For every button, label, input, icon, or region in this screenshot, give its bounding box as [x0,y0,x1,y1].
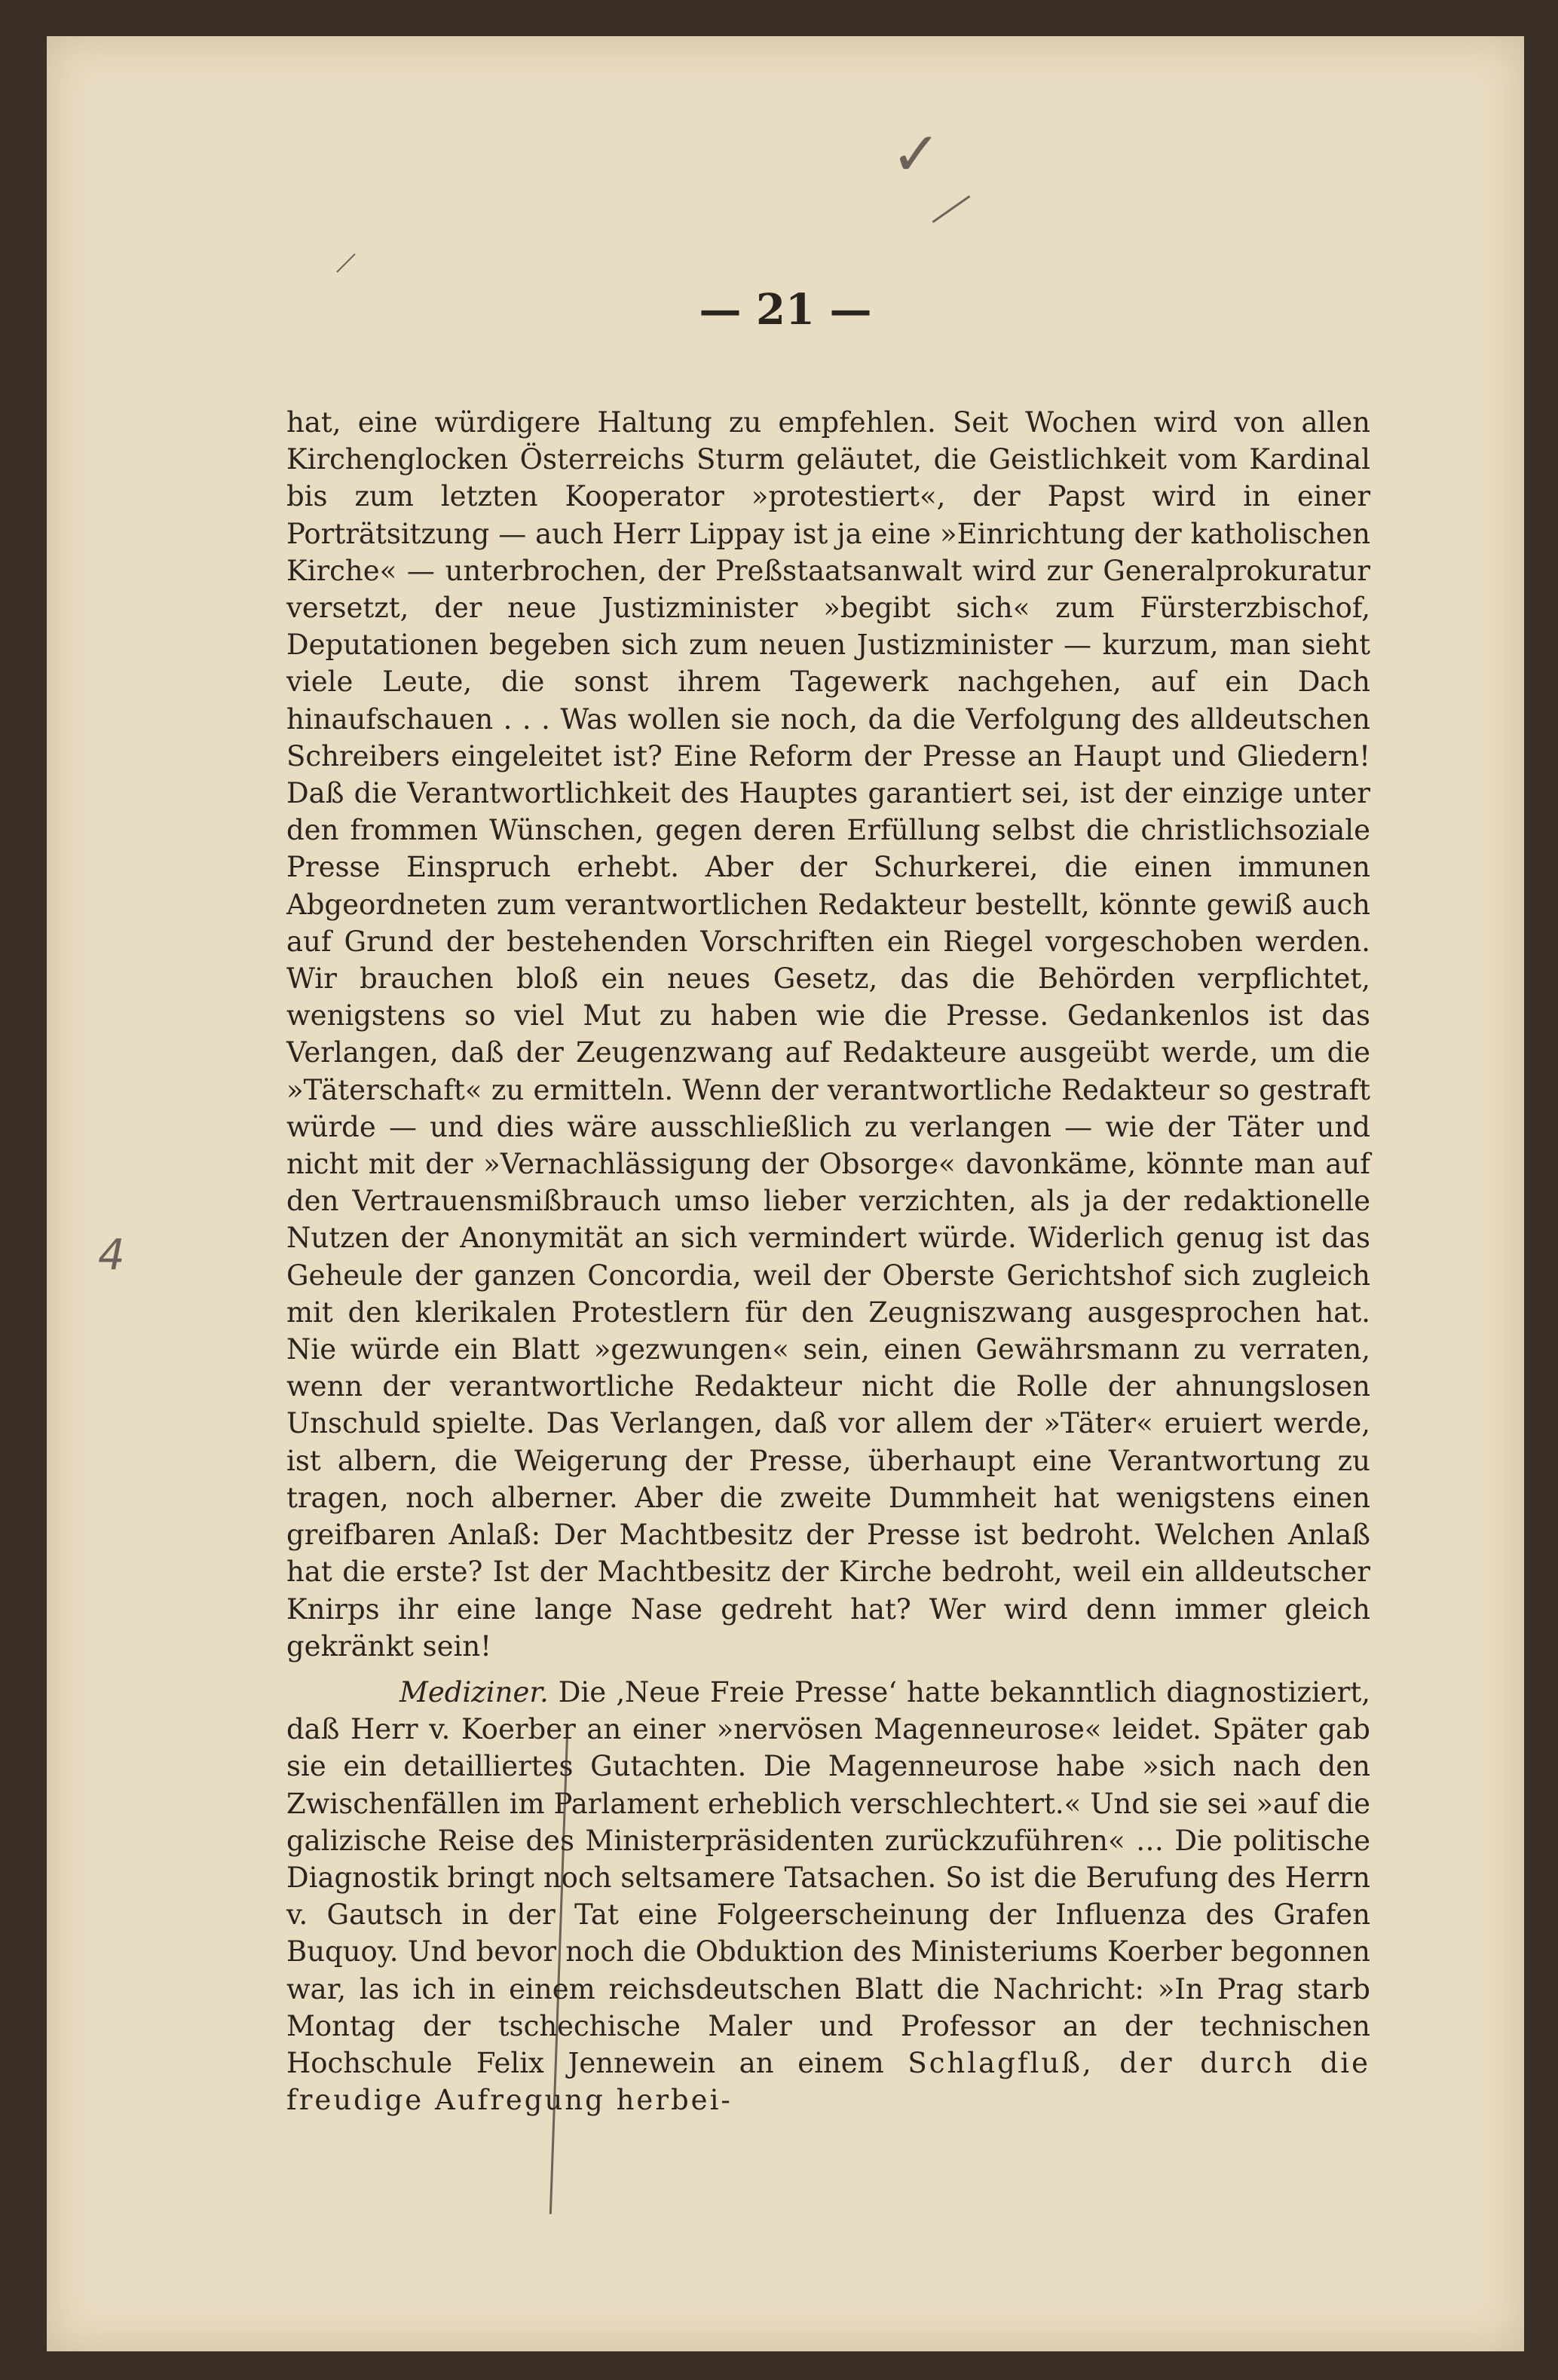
pencil-tick-left [336,253,355,272]
paragraph: hat, eine würdigere Haltung zu empfehlen. Seit Wochen wird von allen Kirchenglocken Österreichs Sturm geläutet, die Geistlichkeit vom Kardinal bis zum letzten Kooperator »protestiert«, der Papst wird in einer Porträtsitzung — auch Herr Lippay ist ja eine »Einrichtung der katholischen Kirche« — unterbrochen, der Preßstaatsanwalt wird zur Generalprokuratur versetzt, der neue Justizminister »begibt sich« zum Fürsterzbischof, Deputationen begeben sich zum neuen Justizminister — kurzum, man sieht viele Leute, die sonst ihrem Tagewerk nachgehen, auf ein Dach hinaufschauen . . . Was wollen sie noch, da die Verfolgung des alldeutschen Schreibers eingeleitet ist? Eine Reform der Presse an Haupt und Gliedern! Daß die Verantwortlichkeit des Hauptes garantiert sei, ist der einzige unter den frommen Wünschen, gegen deren Erfüllung selbst die christlichsoziale Presse Einspruch erhebt. Aber der Schurkerei, die einen immunen Abgeordneten zum verantwortlichen Redakteur bestellt, könnte gewiß auch auf Grund der bestehenden Vorschriften ein Riegel vorgeschoben werden. Wir brauchen bloß ein neues Gesetz, das die Behörden verpflichtet, wenigstens so viel Mut zu haben wie die Presse. Gedankenlos ist das Verlangen, daß der Zeugenzwang auf Redakteure ausgeübt werde, um die »Täterschaft« zu ermitteln. Wenn der verantwortliche Redakteur so gestraft würde — und dies wäre ausschließlich zu verlangen — wie der Täter und nicht mit der »Vernachlässigung der Obsorge« davonkäme, könnte man auf den Vertrauensmißbrauch umso lieber verzichten, als ja der redaktionelle Nutzen der Anonymität an sich vermindert würde. Widerlich genug ist das Geheule der ganzen Concordia, weil der Oberste Gerichtshof sich zugleich mit den klerikalen Protestlern für den Zeugniszwang ausgesprochen hat. Nie würde ein Blatt »gezwungen« sein, einen Gewährsmann zu verraten, wenn der verantwortliche Redakteur nicht die Rolle der ahnungslosen Unschuld spielte. Das Verlangen, daß vor allem der »Täter« eruiert werde, ist albern, die Weigerung der Presse, überhaupt eine Verantwortung zu tragen, noch alberner. Aber die zweite Dummheit hat wenigstens einen greifbaren Anlaß: Der Machtbesitz der Presse ist bedroht. Welchen Anlaß hat die erste? Ist der Machtbesitz der Kirche bedroht, weil ein alldeutscher Knirps ihr eine lange Nase gedreht hat? Wer wird denn immer gleich gekränkt sein! [286,406,1370,1663]
pencil-tick-top [932,195,971,223]
pencil-margin-number: 4 [98,1231,125,1280]
spaced-text: Schlagfluß, der durch die freudige Aufregung herbei- [286,2046,1370,2117]
page-number: — 21 — [699,285,872,335]
page-sheet [47,36,1524,2351]
body-text [286,404,1370,2118]
pencil-checkmark: ✓ [891,119,942,189]
paragraph-text: Die ‚Neue Freie Presse‘ hatte bekanntlich diagnostiziert, daß Herr v. Koerber an einer »nervösen Magenneurose« leidet. Später gab sie ein detailliertes Gutachten. Die Magenneurose habe »sich nach den Zwischenfällen im Parlament erheblich verschlechtert.« Und sie sei »auf die galizische Reise des Ministerpräsidenten zurückzuführen« … Die politische Diagnostik bringt noch seltsamere Tatsachen. So ist die Berufung des Herrn v. Gautsch in der Tat eine Folgeerscheinung der Influenza des Grafen Buquoy. Und bevor noch die Obduktion des Ministeriums Koerber begonnen war, las ich in einem reichsdeutschen Blatt die Nachricht: »In Prag starb Montag der tschechische Maler und Professor an der technischen Hochschule Felix Jennewein an einem [286,1675,1370,2079]
section-lead: Mediziner. [399,1675,549,1709]
paragraph [286,1674,1370,2118]
